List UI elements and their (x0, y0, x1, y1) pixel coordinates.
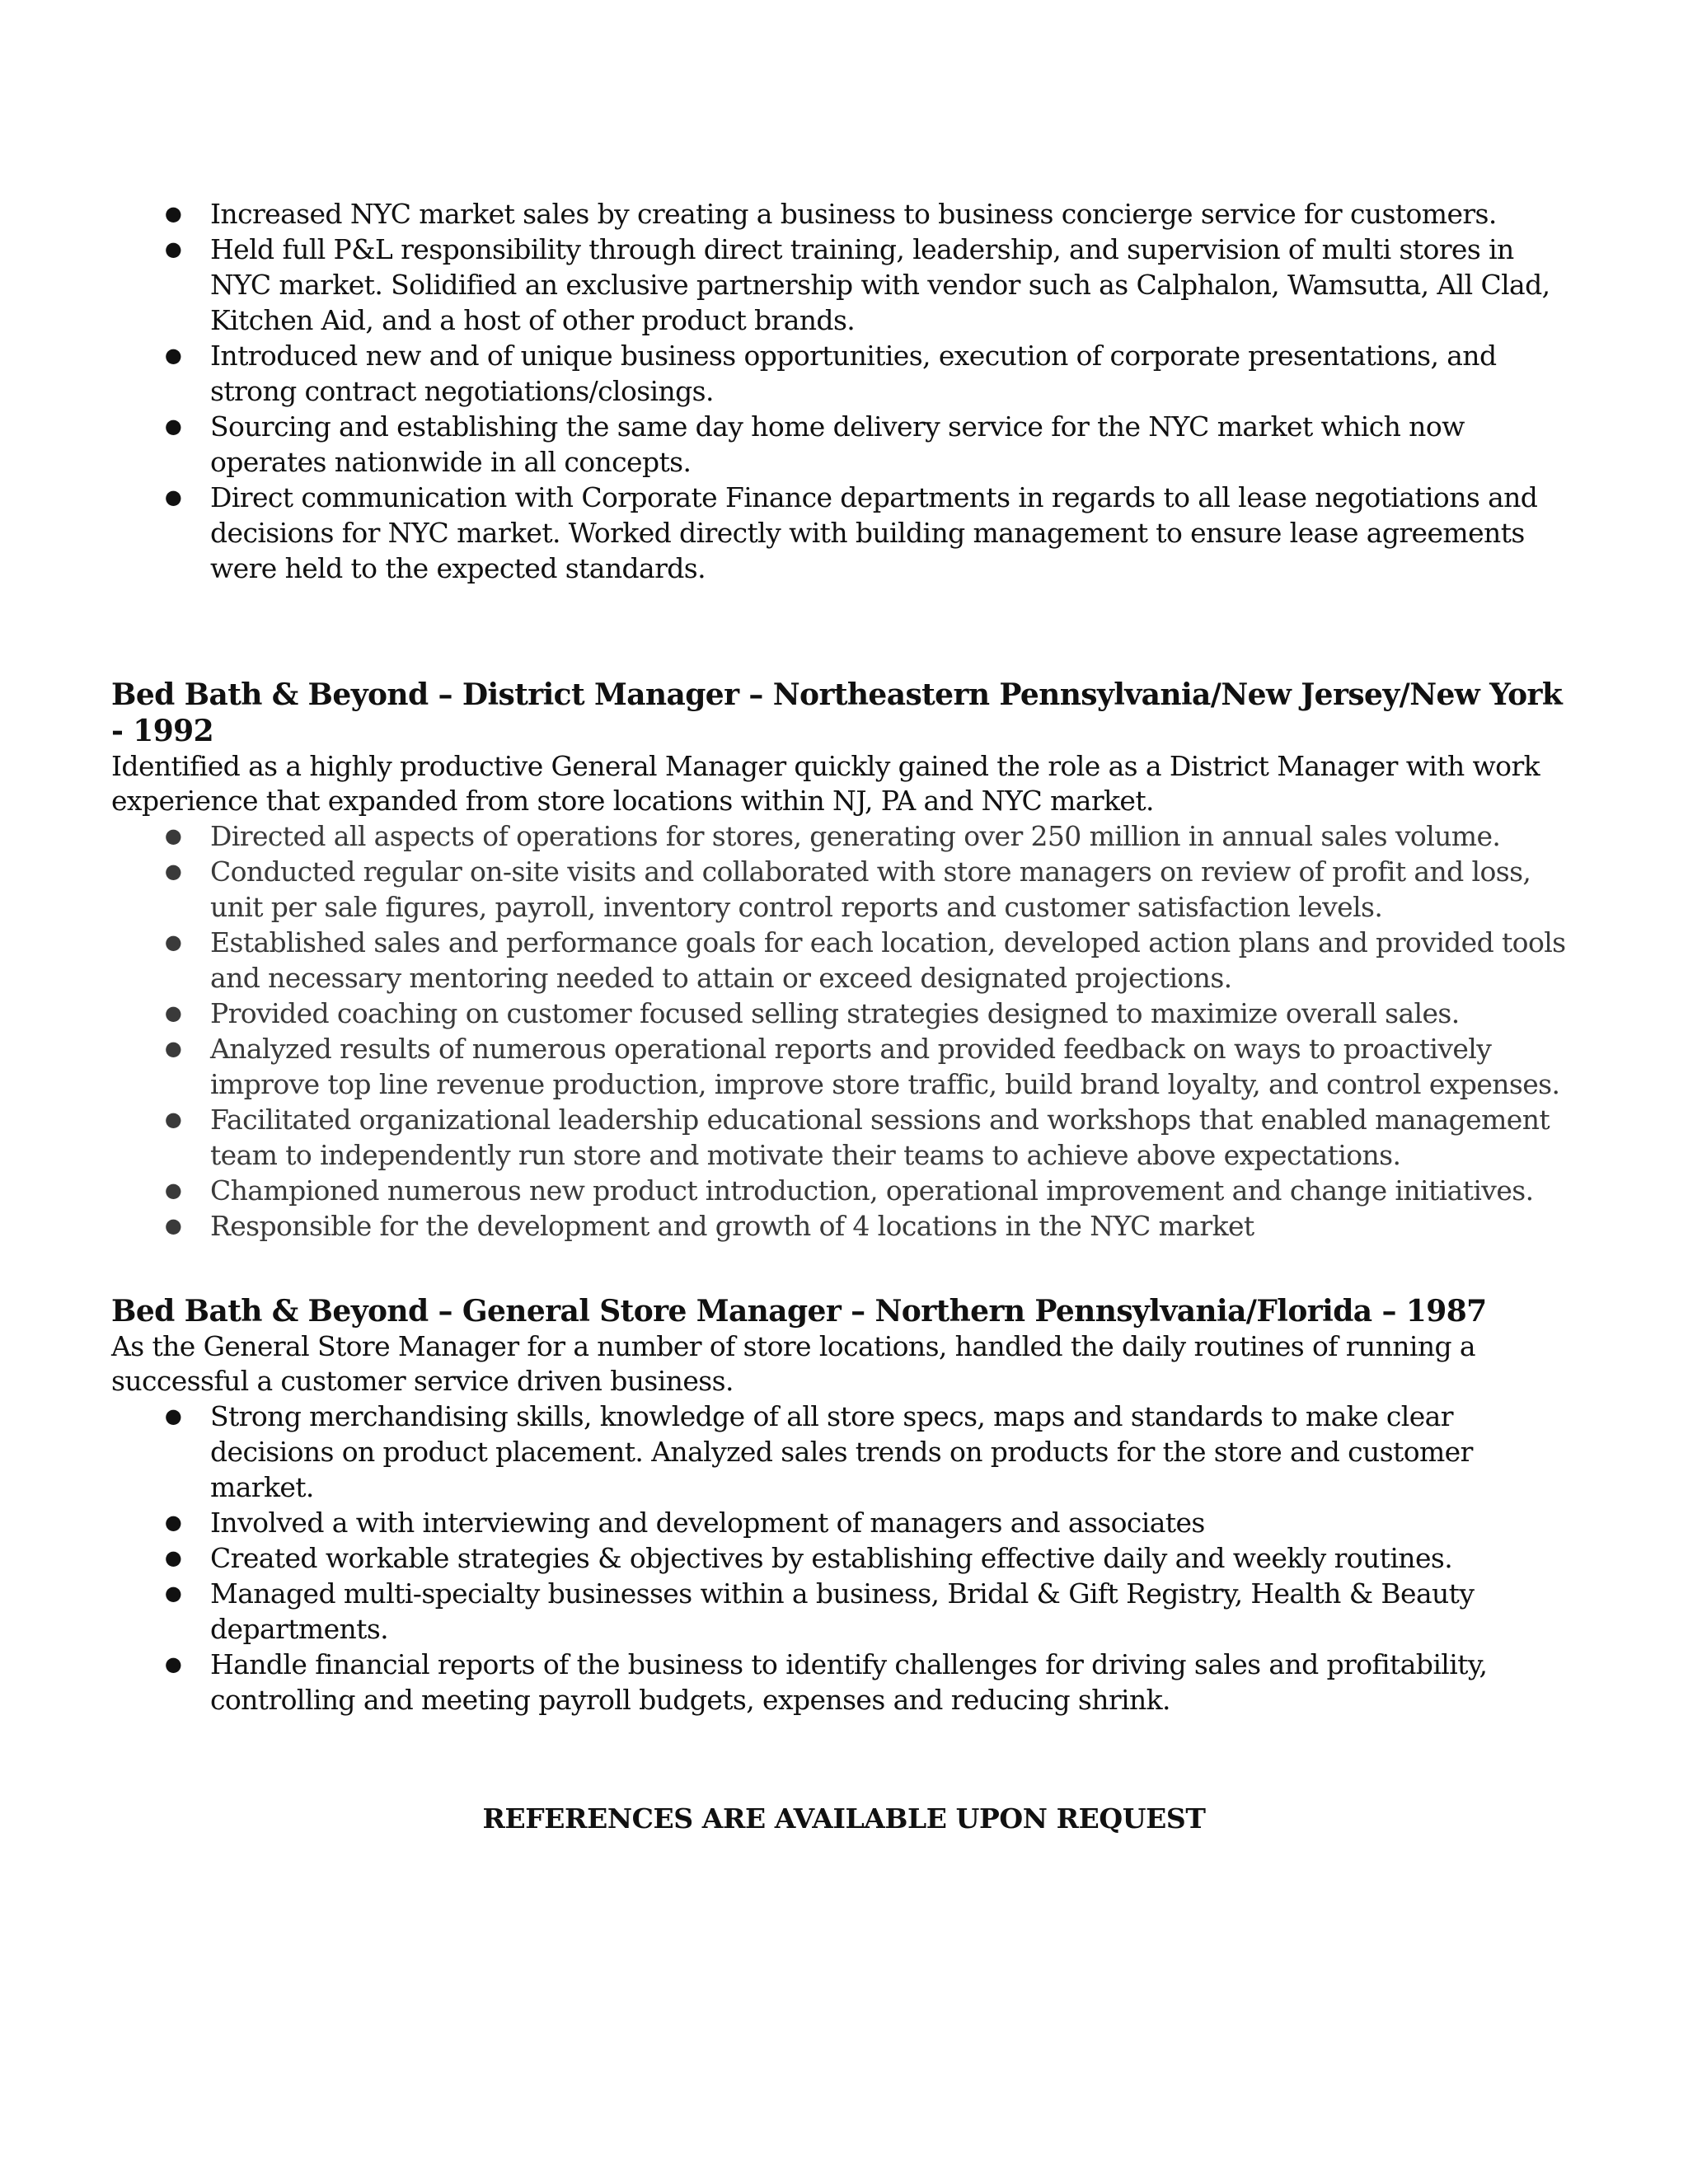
bullet-icon: ● (164, 1001, 182, 1024)
bullet-text: Facilitated organizational leadership educational sessions and workshops that enabled management team to independently run store and motivate their teams to achieve above expectations. (210, 1104, 1550, 1171)
bullet-text: Established sales and performance goals for each location, developed action plans and provided tools and necessary mentoring needed to attain or exceed designated projections. (210, 926, 1566, 994)
list-item (111, 854, 1581, 925)
bullet-icon: ● (164, 344, 182, 367)
bullet-icon: ● (164, 1179, 182, 1202)
list-item (111, 196, 1581, 232)
bullet-text: Analyzed results of numerous operational reports and provided feedback on ways to proactively improve top line revenue production, improve store traffic, build brand loyalty, and control expenses. (210, 1033, 1560, 1100)
list-item (111, 232, 1581, 338)
bullet-text: Directed all aspects of operations for stores, generating over 250 million in annual sales volume. (210, 820, 1501, 852)
bullet-icon: ● (164, 1546, 182, 1569)
list-item (111, 996, 1581, 1031)
spacer (111, 1718, 1581, 1802)
district-manager-title: Bed Bath & Beyond – District Manager – Northeastern Pennsylvania/New Jersey/New York - 1992 (111, 677, 1563, 748)
bullet-text: Managed multi-specialty businesses within a business, Bridal & Gift Registry, Health & Beauty departments. (210, 1577, 1475, 1645)
bullet-icon: ● (164, 202, 182, 225)
bullet-icon: ● (164, 1511, 182, 1534)
list-item (111, 1102, 1581, 1173)
list-item (111, 1576, 1581, 1647)
bullet-icon: ● (164, 237, 182, 260)
list-item (111, 480, 1581, 586)
bullet-text: Responsible for the development and growth of 4 locations in the NYC market (210, 1210, 1254, 1242)
bullet-icon: ● (164, 930, 182, 954)
bullet-text: Created workable strategies & objectives by establishing effective daily and weekly routines. (210, 1542, 1453, 1574)
list-item (111, 925, 1581, 996)
list-item (111, 1647, 1581, 1718)
bullet-text: Held full P&L responsibility through direct training, leadership, and supervision of multi stores in NYC market. Solidified an exclusive partnership with vendor such as Calphalon, Wamsutta, All Clad, Kitchen Aid, and a host of other product brands. (210, 233, 1550, 336)
district-bullet-list (111, 818, 1581, 1244)
list-item (111, 1540, 1581, 1576)
spacer (111, 1244, 1581, 1293)
bullet-text: Increased NYC market sales by creating a business to business concierge service for customers. (210, 198, 1497, 230)
bullet-icon: ● (164, 1108, 182, 1131)
bullet-icon: ● (164, 1037, 182, 1060)
list-item (111, 338, 1581, 409)
bullet-text: Direct communication with Corporate Finance departments in regards to all lease negotiations and decisions for NYC market. Worked directly with building management to ensure lease agreements were held to the expected standards. (210, 481, 1538, 584)
list-item (111, 1031, 1581, 1102)
bullet-icon: ● (164, 1582, 182, 1605)
general-manager-intro: As the General Store Manager for a number of store locations, handled the daily routines of running a successful a customer service driven business. (111, 1330, 1475, 1397)
list-item (111, 1208, 1581, 1244)
bullet-icon: ● (164, 1214, 182, 1237)
bullet-text: Sourcing and establishing the same day home delivery service for the NYC market which now operates nationwide in all concepts. (210, 410, 1465, 478)
bullet-icon: ● (164, 1652, 182, 1675)
bullet-icon: ● (164, 415, 182, 438)
bullet-icon: ● (164, 1404, 182, 1427)
bullet-text: Championed numerous new product introduction, operational improvement and change initiatives. (210, 1174, 1534, 1207)
bullet-text: Provided coaching on customer focused selling strategies designed to maximize overall sales. (210, 997, 1460, 1029)
references-note: REFERENCES ARE AVAILABLE UPON REQUEST (482, 1802, 1206, 1835)
bullet-text: Introduced new and of unique business opportunities, execution of corporate presentations, and strong contract negotiations/closings. (210, 340, 1497, 407)
bullet-icon: ● (164, 860, 182, 883)
list-item (111, 818, 1581, 854)
bullet-text: Strong merchandising skills, knowledge of all store specs, maps and standards to make clear decisions on product placement. Analyzed sales trends on products for the store and customer market. (210, 1400, 1473, 1503)
list-item (111, 1505, 1581, 1540)
bullet-icon: ● (164, 824, 182, 847)
bullet-text: Involved a with interviewing and development of managers and associates (210, 1507, 1205, 1539)
spacer (111, 586, 1581, 677)
list-item (111, 409, 1581, 480)
general-bullet-list (111, 1399, 1581, 1718)
top-bullet-list (111, 196, 1581, 586)
bullet-text: Handle financial reports of the business to identify challenges for driving sales and profitability, controlling and meeting payroll budgets, expenses and reducing shrink. (210, 1648, 1488, 1716)
bullet-text: Conducted regular on-site visits and collaborated with store managers on review of profit and loss, unit per sale figures, payroll, inventory control reports and customer satisfaction levels. (210, 855, 1531, 923)
list-item (111, 1173, 1581, 1208)
general-manager-title: Bed Bath & Beyond – General Store Manager – Northern Pennsylvania/Florida – 1987 (111, 1294, 1487, 1329)
district-manager-intro: Identified as a highly productive General Manager quickly gained the role as a District Manager with work experience that expanded from store locations within NJ, PA and NYC market. (111, 750, 1540, 817)
bullet-icon: ● (164, 485, 182, 509)
list-item (111, 1399, 1581, 1505)
